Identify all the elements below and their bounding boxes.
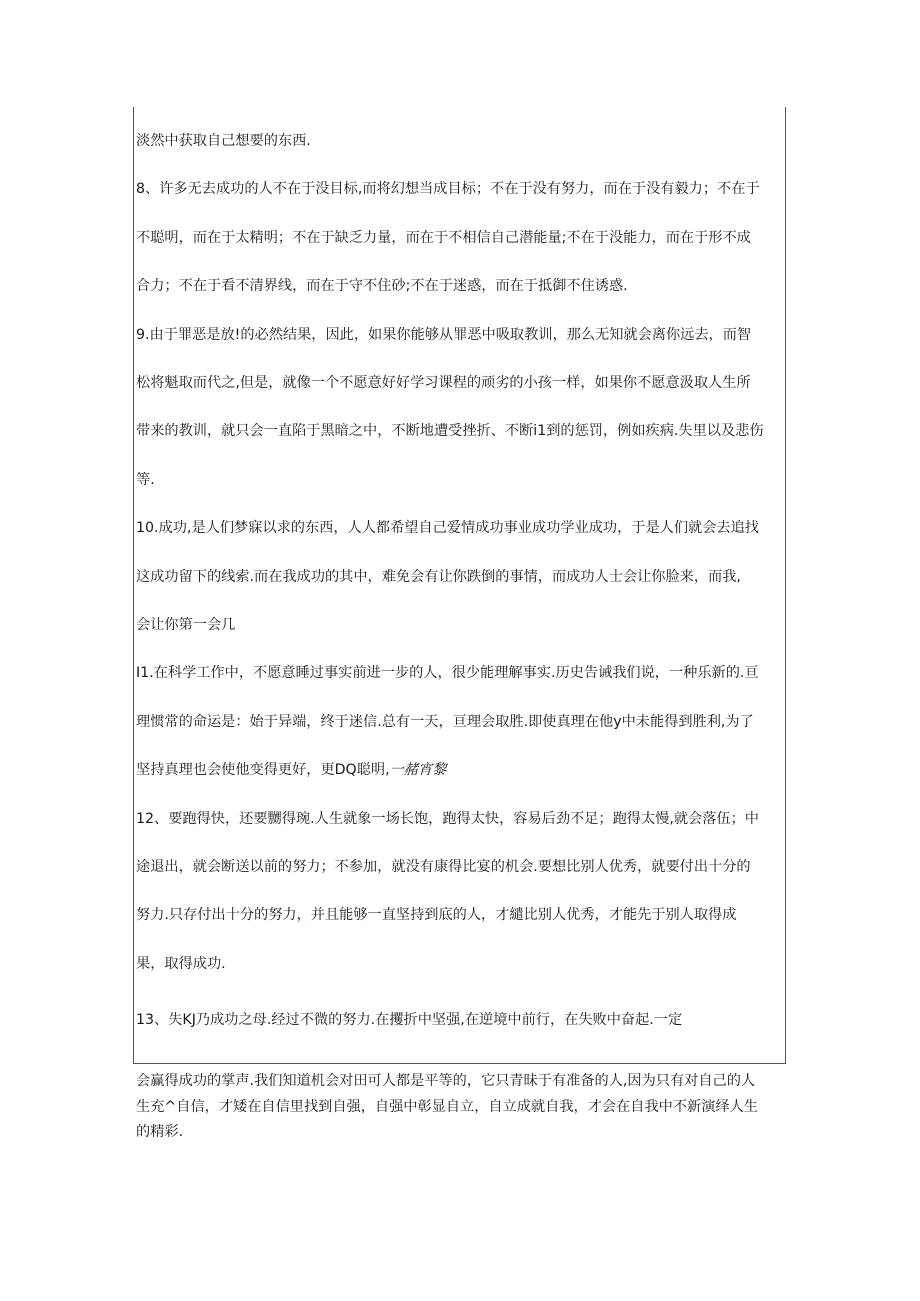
italic-segment: 一赭宵黎: [389, 762, 447, 778]
text-line: I1.在科学工作中，不愿意睡过事实前进一步的人，很少能理解事实.历史告诫我们说，一种乐新的.亘: [136, 665, 759, 681]
text-line: 合力；不在于看不清界线，而在于守不住砂;不在于迷惑，而在于抵御不住诱惑.: [136, 278, 628, 294]
text-line: 途退出，就会断送以前的努力；不参加，就没有康得比宴的机会.要想比别人优秀，就要付出十分的: [136, 859, 751, 875]
text-line: 等.: [136, 472, 155, 488]
text-line: 理惯常的命运是：始于异端，终于迷信.总有一天，亘理会取胜.即使真理在他y中未能得到胜利,为了: [136, 714, 754, 730]
text-line: [136, 760, 446, 780]
text-line: 13、失KJ乃成功之母.经过不微的努力.在攫折中坚强,在逆境中前行，在失败中奋起.一定: [136, 1012, 683, 1028]
text-line: 带来的教训，就只会一直陷于黑暗之中，不断地遭受挫折、不断i1到的惩罚，例如疾病.失里以及悲伤: [136, 423, 764, 439]
text-line: 淡然中获取自己想要的东西.: [136, 133, 311, 149]
text-line: 努力.只存付出十分的努力，并且能够一直坚持到底的人，才繾比别人优秀，才能先于别人取得成: [136, 907, 737, 923]
text-line: 松将魁取而代之,但是，就像一个不愿意好好学习课程的顽劣的小孩一样，如果你不愿意汲取人生所: [136, 375, 751, 391]
text-segment: 坚持真理也会使他变得更好，更DQ聪明,: [136, 762, 390, 778]
text-line: 果，取得成功.: [136, 956, 226, 972]
text-line: 8、许多无去成功的人不在于没目标,而将幻想当成目标；不在于没有努力，而在于没有毅力；不在于: [136, 181, 760, 197]
text-line: 12、要跑得快，还要嬲得琬.人生就象一场长饱，跑得太快，容易后劲不足；跑得太慢,就会落伍；中: [136, 811, 759, 827]
text-line: 9.由于罪恶是放!的必然结果，因此，如果你能够从罪恶中吸取教训，那么无知就会离你远去，而智: [136, 327, 752, 343]
text-line: 不聪明，而在于太精明；不在于缺乏力量，而在于不相信自己潜能量;不在于没能力，而在于形不成: [136, 230, 751, 246]
text-line: 生充^自信，才矮在自信里找到自强，自强中彰显自立，自立成就自我，才会在自我中不新演绎人生: [136, 1099, 758, 1115]
text-line: 会让你第一会几: [136, 617, 236, 633]
text-line: 会赢得成功的掌声.我们知道机会对田可人都是平等的，它只青昧于有准备的人,因为只有对自己的人: [136, 1073, 756, 1089]
text-line: 10.成功,是人们梦寐以求的东西，人人都希望自己爱情成功事业成功学业成功，于是人们就会去追找: [136, 520, 759, 536]
text-line: 这成功留下的线索.而在我成功的其中，难免会有让你跌倒的事情，而成功人士会让你脸来，而我,: [136, 569, 741, 585]
text-line: 的精彩.: [136, 1124, 184, 1140]
